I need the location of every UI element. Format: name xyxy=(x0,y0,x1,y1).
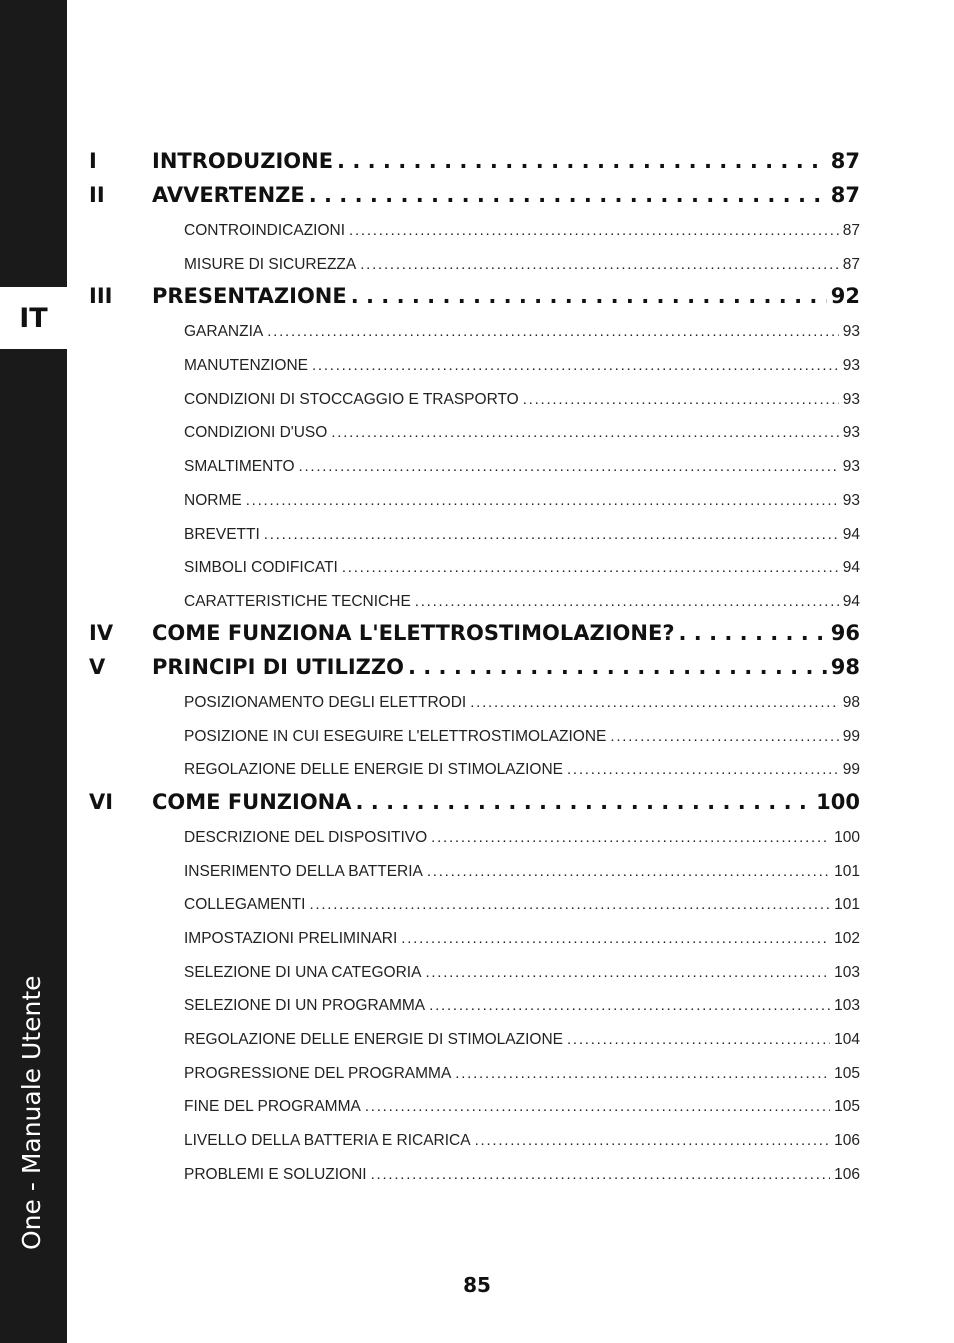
toc-page-number: 98 xyxy=(830,655,860,679)
toc-title: SIMBOLI CODIFICATI xyxy=(184,559,338,576)
toc-dot-leader xyxy=(331,424,838,442)
toc-page-number: 101 xyxy=(834,863,860,880)
toc-page-number: 98 xyxy=(842,694,860,711)
toc-title: COME FUNZIONA xyxy=(152,790,352,814)
toc-chapter-number: IV xyxy=(89,621,114,645)
toc-entry-row xyxy=(184,997,860,1019)
toc-title: SELEZIONE DI UNA CATEGORIA xyxy=(184,964,422,981)
toc-dot-leader xyxy=(475,1132,831,1150)
toc-entry-row xyxy=(184,1031,860,1053)
toc-page-number: 87 xyxy=(842,256,860,273)
toc-dot-leader xyxy=(679,621,827,645)
toc-entry-row xyxy=(184,526,860,548)
toc-dot-leader xyxy=(337,149,827,173)
toc-entry-row xyxy=(184,424,860,446)
toc-chapter-row xyxy=(89,790,860,818)
manual-title-vertical: One - Manuale Utente xyxy=(17,975,46,1250)
toc-entry-row xyxy=(184,1166,860,1188)
toc-dot-leader xyxy=(349,222,839,240)
toc-title: INTRODUZIONE xyxy=(152,149,334,173)
toc-chapter-number: I xyxy=(89,149,97,173)
toc-title: SMALTIMENTO xyxy=(184,458,295,475)
toc-dot-leader xyxy=(267,323,839,341)
toc-page-number: 100 xyxy=(834,829,860,846)
toc-dot-leader xyxy=(455,1065,830,1083)
toc-title: FINE DEL PROGRAMMA xyxy=(184,1098,361,1115)
toc-dot-leader xyxy=(309,183,827,207)
toc-page-number: 100 xyxy=(816,790,860,814)
toc-title: BREVETTI xyxy=(184,526,260,543)
toc-title: AVVERTENZE xyxy=(152,183,305,207)
toc-title: PRINCIPI DI UTILIZZO xyxy=(152,655,404,679)
toc-entry-row xyxy=(184,1098,860,1120)
toc-entry-row xyxy=(184,222,860,244)
toc-dot-leader xyxy=(312,357,839,375)
toc-page-number: 106 xyxy=(834,1166,860,1183)
toc-page-number: 92 xyxy=(830,284,860,308)
toc-title: NORME xyxy=(184,492,242,509)
toc-page-number: 101 xyxy=(834,896,860,913)
toc-dot-leader xyxy=(415,593,839,611)
toc-title: CONDIZIONI D'USO xyxy=(184,424,328,441)
toc-title: CARATTERISTICHE TECNICHE xyxy=(184,593,411,610)
toc-chapter-row xyxy=(89,183,860,211)
toc-page-number: 103 xyxy=(834,964,860,981)
toc-dot-leader xyxy=(356,790,813,814)
toc-title: REGOLAZIONE DELLE ENERGIE DI STIMOLAZIONE xyxy=(184,761,563,778)
toc-entry-row xyxy=(184,863,860,885)
toc-page-number: 94 xyxy=(842,559,860,576)
toc-dot-leader xyxy=(567,1031,830,1049)
toc-page-number: 105 xyxy=(834,1065,860,1082)
toc-dot-leader xyxy=(309,896,830,914)
toc-entry-row xyxy=(184,896,860,918)
toc-page-number: 93 xyxy=(842,357,860,374)
toc-entry-row xyxy=(184,694,860,716)
toc-dot-leader xyxy=(523,391,839,409)
toc-dot-leader xyxy=(351,284,827,308)
toc-chapter-number: II xyxy=(89,183,105,207)
toc-dot-leader xyxy=(427,863,830,881)
toc-title: POSIZIONE IN CUI ESEGUIRE L'ELETTROSTIMOLAZIONE xyxy=(184,728,607,745)
language-tab: IT xyxy=(0,287,67,349)
toc-chapter-number: V xyxy=(89,655,106,679)
toc-chapter-row xyxy=(89,621,860,649)
toc-entry-row xyxy=(184,391,860,413)
toc-dot-leader xyxy=(401,930,830,948)
toc-chapter-number: VI xyxy=(89,790,114,814)
toc-entry-row xyxy=(184,492,860,514)
toc-title: COLLEGAMENTI xyxy=(184,896,306,913)
toc-chapter-row xyxy=(89,284,860,312)
toc-entry-row xyxy=(184,728,860,750)
toc-dot-leader xyxy=(246,492,839,510)
toc-page-number: 94 xyxy=(842,526,860,543)
toc-title: POSIZIONAMENTO DEGLI ELETTRODI xyxy=(184,694,467,711)
toc-entry-row xyxy=(184,256,860,278)
toc-title: REGOLAZIONE DELLE ENERGIE DI STIMOLAZIONE xyxy=(184,1031,563,1048)
toc-entry-row xyxy=(184,930,860,952)
toc-dot-leader xyxy=(299,458,839,476)
toc-entry-row xyxy=(184,593,860,615)
toc-chapter-number: III xyxy=(89,284,113,308)
toc-entry-row xyxy=(184,357,860,379)
toc-page-number: 93 xyxy=(842,391,860,408)
toc-entry-row xyxy=(184,829,860,851)
toc-title: IMPOSTAZIONI PRELIMINARI xyxy=(184,930,398,947)
toc-title: PROGRESSIONE DEL PROGRAMMA xyxy=(184,1065,452,1082)
toc-page-number: 105 xyxy=(834,1098,860,1115)
toc-page-number: 102 xyxy=(834,930,860,947)
toc-page-number: 103 xyxy=(834,997,860,1014)
toc-page-number: 87 xyxy=(842,222,860,239)
toc-entry-row xyxy=(184,458,860,480)
toc-title: PROBLEMI E SOLUZIONI xyxy=(184,1166,367,1183)
toc-dot-leader xyxy=(342,559,839,577)
toc-page-number: 93 xyxy=(842,458,860,475)
toc-title: MISURE DI SICUREZZA xyxy=(184,256,357,273)
toc-chapter-row xyxy=(89,655,860,683)
toc-dot-leader xyxy=(470,694,839,712)
toc-dot-leader xyxy=(431,829,830,847)
toc-title: PRESENTAZIONE xyxy=(152,284,347,308)
toc-entry-row xyxy=(184,1132,860,1154)
toc-page-number: 87 xyxy=(830,183,860,207)
toc-entry-row xyxy=(184,559,860,581)
toc-entry-row xyxy=(184,964,860,986)
toc-title: CONTROINDICAZIONI xyxy=(184,222,346,239)
toc-dot-leader xyxy=(365,1098,830,1116)
toc-page-number: 106 xyxy=(834,1132,860,1149)
toc-page-number: 104 xyxy=(834,1031,860,1048)
toc-dot-leader xyxy=(610,728,838,746)
toc-title: GARANZIA xyxy=(184,323,264,340)
toc-title: INSERIMENTO DELLA BATTERIA xyxy=(184,863,423,880)
toc-title: CONDIZIONI DI STOCCAGGIO E TRASPORTO xyxy=(184,391,519,408)
toc-dot-leader xyxy=(408,655,827,679)
toc-title: DESCRIZIONE DEL DISPOSITIVO xyxy=(184,829,428,846)
toc-entry-row xyxy=(184,761,860,783)
toc-chapter-row xyxy=(89,149,860,177)
toc-title: LIVELLO DELLA BATTERIA E RICARICA xyxy=(184,1132,471,1149)
toc-page-number: 96 xyxy=(830,621,860,645)
toc-dot-leader xyxy=(264,526,839,544)
toc-title: COME FUNZIONA L'ELETTROSTIMOLAZIONE? xyxy=(152,621,675,645)
toc-title: SELEZIONE DI UN PROGRAMMA xyxy=(184,997,426,1014)
toc-dot-leader xyxy=(567,761,839,779)
page-number: 85 xyxy=(463,1273,491,1297)
toc-entry-row xyxy=(184,323,860,345)
toc-title: MANUTENZIONE xyxy=(184,357,308,374)
toc-page-number: 93 xyxy=(842,424,860,441)
toc-page-number: 93 xyxy=(842,323,860,340)
toc-dot-leader xyxy=(429,997,830,1015)
toc-page-number: 99 xyxy=(842,761,860,778)
toc-dot-leader xyxy=(425,964,830,982)
toc-page-number: 87 xyxy=(830,149,860,173)
toc-page-number: 99 xyxy=(842,728,860,745)
toc-page-number: 93 xyxy=(842,492,860,509)
toc-dot-leader xyxy=(371,1166,831,1184)
toc-entry-row xyxy=(184,1065,860,1087)
toc-dot-leader xyxy=(360,256,839,274)
toc-page-number: 94 xyxy=(842,593,860,610)
